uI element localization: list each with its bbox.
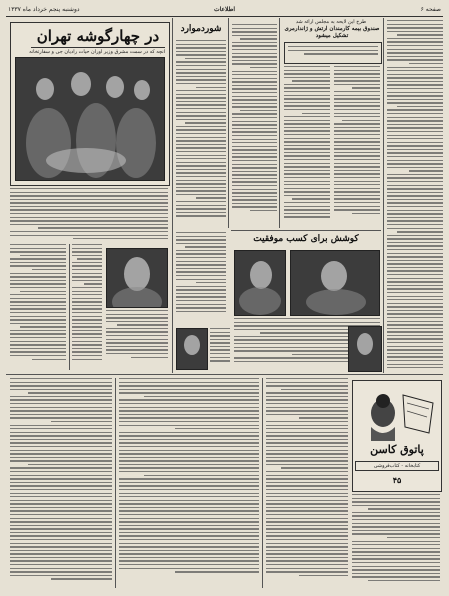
far-right-col-text xyxy=(387,20,443,370)
lead-text-col-2 xyxy=(334,66,380,228)
bottom-left-text xyxy=(10,378,112,588)
center-column-title: شوردموارد xyxy=(180,24,222,34)
ad-brand: پاتوق کاسن xyxy=(370,443,424,456)
tehran-photo-caption: آنچه که در سمت مشرق وزیر اوران حیات رادیان جی و سفارتخانه xyxy=(29,49,165,55)
center-portrait-text xyxy=(210,328,230,370)
bottom-right-text xyxy=(266,378,348,588)
tehran-group-photo xyxy=(15,57,165,181)
newspaper-name: اطلاعات xyxy=(213,6,236,13)
page-number: صفحه ۶ xyxy=(420,6,441,13)
ad-tagline: کتابخانه - کتاب‌فروشی xyxy=(355,461,439,471)
child-photo-2 xyxy=(290,250,380,316)
center-lower-text xyxy=(176,232,226,324)
portrait-photo-center xyxy=(176,328,208,370)
left-col-a-text xyxy=(10,244,66,370)
tehran-feature-title: در چهارگوشه تهران xyxy=(31,27,165,48)
center-column-text xyxy=(176,40,226,228)
portrait-photo-right xyxy=(348,326,382,372)
success-feature-title: کوشش برای کسب موفقیت xyxy=(253,234,359,244)
left-col-b-text xyxy=(72,244,102,370)
advertisement-lower-text xyxy=(352,494,440,588)
tehran-article-text xyxy=(10,188,168,240)
issue-date: دوشنبه پنجم خرداد ماه ۱۳۳۷ xyxy=(8,6,80,13)
lead-text-col-1 xyxy=(284,66,330,228)
lead-summary-box xyxy=(284,42,382,64)
lead-kicker: طرح این لایحه به مجلس ارائه شد xyxy=(295,19,367,25)
page-header xyxy=(6,4,443,17)
advertisement-box xyxy=(352,380,442,492)
lead-headline: صندوق بیمه کارمندان ارتش و ژاندارمری تشکیل میشود xyxy=(284,26,380,39)
child-photo-1 xyxy=(234,250,286,316)
mid-col-text xyxy=(232,24,277,228)
ad-price: ۴۵ xyxy=(392,475,402,485)
tehran-feature xyxy=(10,22,170,186)
left-col-c-text xyxy=(106,310,168,370)
bottom-center-text xyxy=(119,378,259,588)
ad-illustration xyxy=(353,383,441,443)
portrait-photo-left xyxy=(106,248,168,308)
